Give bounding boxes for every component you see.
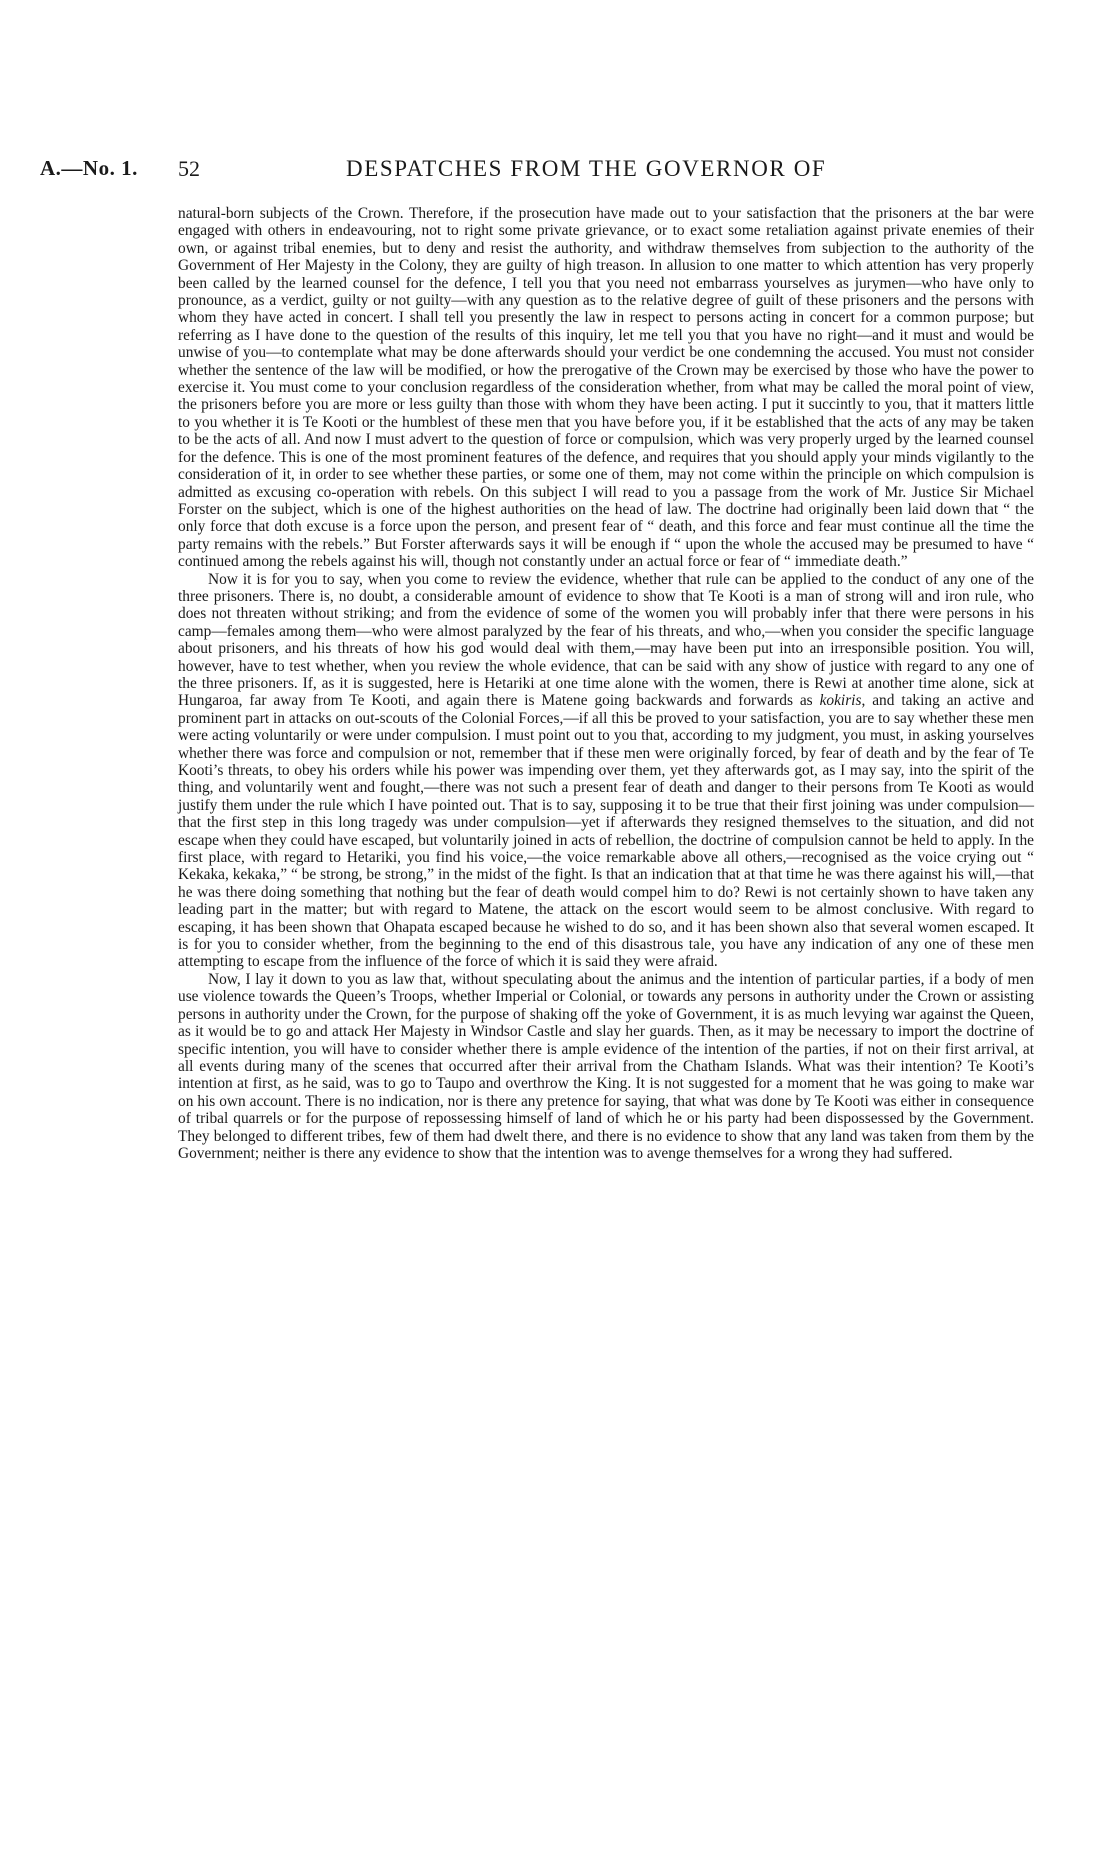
paragraph-2-part-1: Now it is for you to say, when you come to review the evidence, whether that rule can be applied to the conduct of any one of the three prisoners. There is, no doubt, a considerable amount of evidence to show that Te Kooti is a man of strong will and iron rule, who does not threaten without striking; and from the evidence of some of the women you will probably infer that there were persons in his camp—females among them—who were almost paralyzed by the fear of his threats, and who,—when you consider the specific language about prisoners, and his threats of how his god would deal with them,—may have been put into an irresponsible position. You will, however, have to test whether, when you review the whole evidence, that can be said with any show of justice with regard to any one of the three prisoners. If, as it is suggested, here is Hetariki at one time alone with the women, there is Rewi at another time alone, sick at Hungaroa, far away from Te Kooti, and again there is Matene going backwards and forwards as [178,570,1034,710]
paragraph-3: Now, I lay it down to you as law that, without speculating about the animus and the intention of particular parties, if a body of men use violence towards the Queen’s Troops, whether Imperial or Colonial, or towards any persons in authority under the Crown or assisting persons in authority under the Crown, for the purpose of shaking off the yoke of Government, it is as much levying war against the Queen, as it would be to go and attack Her Majesty in Windsor Castle and slay her guards. Then, as it may be necessary to import the doctrine of specific intention, you will have to consider whether there is ample evidence of the intention of the parties, if not on their first arrival, at all events during many of the scenes that occurred after their arrival from the Chatham Islands. What was their intention? Te Kooti’s intention at first, as he said, was to go to Taupo and overthrow the King. It is not suggested for a moment that he was going to make war on his own account. There is no indication, nor is there any pretence for saying, that what was done by Te Kooti was either in consequence of tribal quarrels or for the purpose of repossessing himself of land of which he or his party had been dispossessed by the Government. They belonged to different tribes, few of them had dwelt there, and there is no evidence to show that any land was taken from them by the Government; neither is there any evidence to show that the intention was to avenge themselves for a wrong they had suffered. [178,970,1034,1162]
page-number: 52 [178,156,200,181]
running-title: DESPATCHES FROM THE GOVERNOR OF [346,156,827,181]
italic-term-kokiris: kokiris [819,692,862,710]
paragraph-2-part-2: , and taking an active and prominent part in attacks on out-scouts of the Colonial Forces,—if all this be proved to your satisfaction, you are to say whether these men were acting voluntarily or were under compulsion. I must point out to you that, according to my judgment, you must, in asking yourselves whether there was force and compulsion or not, remember that if these men were originally forced, by fear of death and by the fear of Te Kooti’s threats, to obey his orders while his power was impending over them, yet they afterwards got, as I may say, into the spirit of the thing, and voluntarily went and fought,—there was not such a present fear of death and danger to their persons from Te Kooti as would justify them under the rule which I have pointed out. That is to say, supposing it to be true that their first joining was under compulsion—that the first step in this long tragedy was under compulsion—yet if afterwards they resigned themselves to the situation, and did not escape when they could have escaped, but voluntarily joined in acts of rebellion, the doctrine of compulsion cannot be held to apply. In the first place, with regard to Hetariki, you find his voice,—the voice remarkable above all others,—recognised as the voice crying out “ Kekaka, kekaka,” “ be strong, be strong,” in the midst of the fight. Is that an indication that at that time he was there against his will,—that he was there doing something that nothing but the fear of death would compel him to do? Rewi is not certainly shown to have taken any leading part in the matter; but with regard to Matene, the attack on the escort would seem to be almost conclusive. With regard to escaping, it has been shown that Ohapata escaped because he wished to do so, and it has been shown also that several women escaped. It is for you to consider whether, from the beginning to the end of this disastrous tale, you have any indication of any one of these men attempting to escape from the influence of the force of which it is said they were afraid. [178,692,1034,971]
paragraph-1: natural-born subjects of the Crown. Therefore, if the prosecution have made out to your satisfaction that the prisoners at the bar were engaged with others in endeavouring, not to right some private grievance, or to exact some retaliation against private enemies of their own, or against tribal enemies, but to deny and resist the authority, and withdraw themselves from subjection to the authority of the Government of Her Majesty in the Colony, they are guilty of high treason. In allusion to one matter to which attention has very properly been called by the learned counsel for the defence, I tell you that you need not embarrass yourselves as jurymen—who have only to pronounce, as a verdict, guilty or not guilty—with any question as to the relative degree of guilt of these prisoners and the persons with whom they have acted in concert. I shall tell you presently the law in respect to persons acting in concert for a common purpose; but referring as I have done to the question of the results of this inquiry, let me tell you that you have no right—and it must and would be unwise of you—to contemplate what may be done afterwards should your verdict be one condemning the accused. You must not consider whether the sentence of the law will be modified, or how the prerogative of the Crown may be exercised by those who have the power to exercise it. You must come to your conclusion regardless of the consideration whether, from what may be called the moral point of view, the prisoners before you are more or less guilty than those with whom they have been acting. I put it succintly to you, that it matters little to you whether it is Te Kooti or the humblest of these men that you have before you, if it be established that the acts of any may be taken to be the acts of all. And now I must advert to the question of force or compulsion, which was very properly urged by the learned counsel for the defence. This is one of the most prominent features of the defence, and requires that you should apply your minds vigilantly to the consideration of it, in order to see whether these parties, or some one of them, may not come within the principle on which compulsion is admitted as excusing co-operation with rebels. On this subject I will read to you a passage from the work of Mr. Justice Sir Michael Forster on the subject, which is one of the highest authorities on the head of law. The doctrine had originally been laid down that “ the only force that doth excuse is a force upon the person, and present fear of “ death, and this force and fear must continue all the time the party remains with the rebels.” But Forster afterwards says it will be enough if “ upon the whole the accused may be presumed to have “ continued among the rebels against his will, though not constantly under an actual force or fear of “ immediate death.” [178,205,1034,571]
body-text [178,205,1034,1162]
document-series-number: A.—No. 1. [40,156,138,180]
paragraph-2 [178,571,1034,971]
page-header [40,156,1054,186]
